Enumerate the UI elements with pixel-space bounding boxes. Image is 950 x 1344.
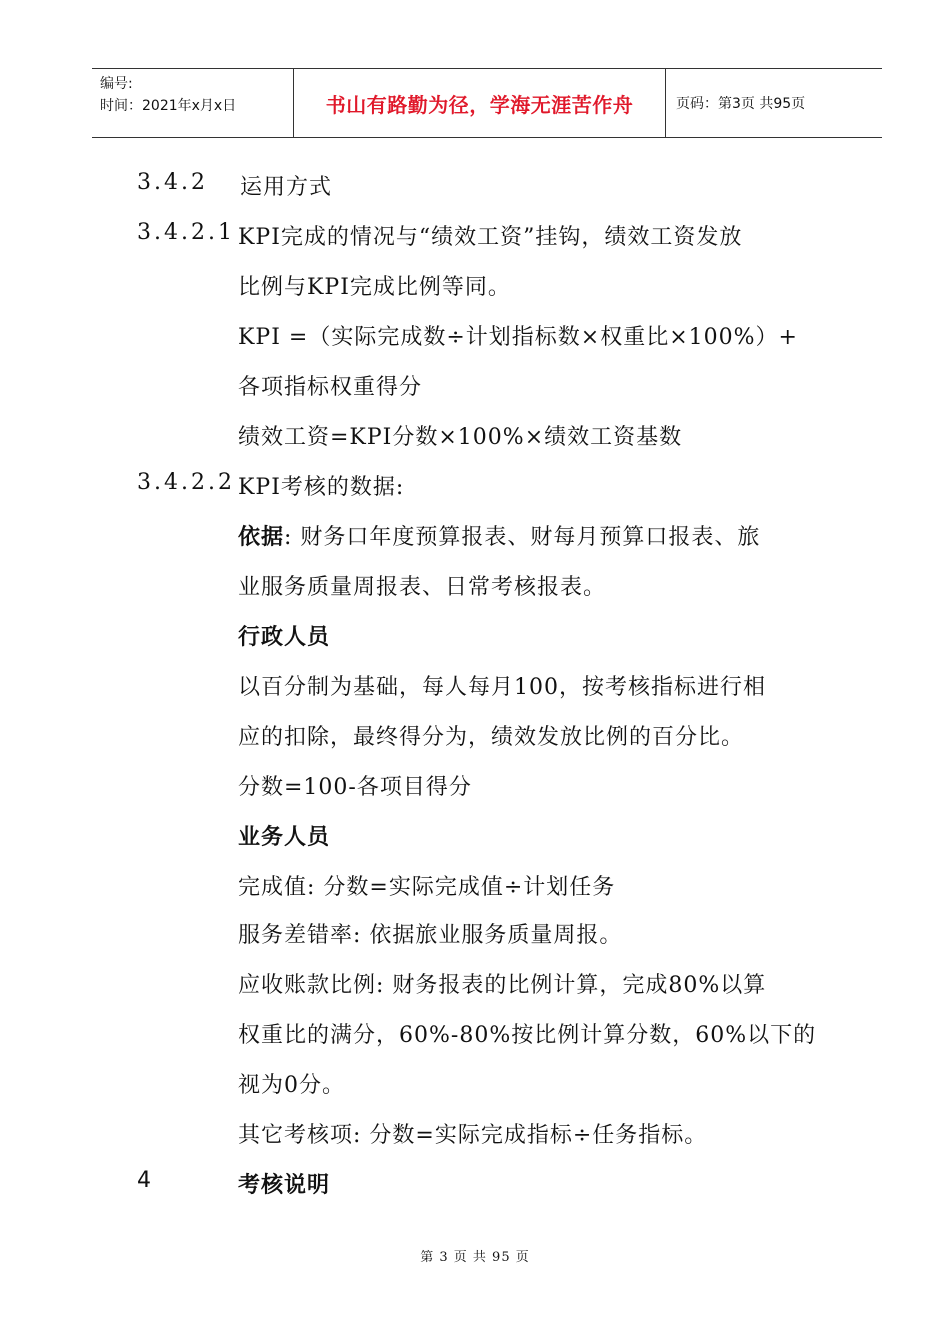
basis-text1: : 财务口年度预算报表、财每月预算口报表、旅 — [284, 525, 761, 550]
header-page-info: 页码：第3页 共95页 — [676, 96, 806, 112]
kpi-formula-line1: KPI =（实际完成数÷计划指标数×权重比×100%）+ — [238, 325, 798, 350]
basis-line1 — [238, 520, 760, 551]
admin-formula: 分数=100-各项目得分 — [238, 775, 472, 800]
header-meta — [92, 69, 294, 137]
kpi-formula-line2: 各项指标权重得分 — [238, 375, 423, 400]
admin-text1: 以百分制为基础，每人每月100，按考核指标进行相 — [238, 675, 766, 700]
biz-completion: 完成值: 分数=实际完成值÷计划任务 — [238, 875, 616, 900]
time-label: 时间：2021年x月x日 — [100, 98, 237, 114]
section-number-3421: 3.4.2.1 — [137, 220, 235, 245]
basis-label: 依据 — [238, 525, 285, 550]
biz-heading: 业务人员 — [238, 825, 331, 850]
section-title-342: 运用方式 — [240, 175, 333, 200]
para-3421-line1: KPI完成的情况与“绩效工资”挂钩，绩效工资发放 — [238, 225, 743, 250]
para-3421-line2: 比例与KPI完成比例等同。 — [238, 275, 511, 300]
header-motto-cell — [294, 69, 666, 137]
biz-other: 其它考核项: 分数=实际完成指标÷任务指标。 — [238, 1123, 708, 1148]
biz-error-rate: 服务差错率: 依据旅业服务质量周报。 — [238, 923, 623, 948]
section-title-4: 考核说明 — [238, 1173, 331, 1198]
admin-heading: 行政人员 — [238, 625, 331, 650]
page-footer: 第 3 页 共 95 页 — [420, 1250, 530, 1265]
admin-text2: 应的扣除，最终得分为，绩效发放比例的百分比。 — [238, 725, 745, 750]
page-header — [92, 68, 882, 138]
salary-formula: 绩效工资=KPI分数×100%×绩效工资基数 — [238, 425, 683, 450]
section-title-3422: KPI考核的数据: — [238, 475, 405, 500]
biz-receivable-line3: 视为0分。 — [238, 1073, 345, 1098]
section-number-342: 3.4.2 — [137, 170, 208, 195]
motto: 书山有路勤为径，学海无涯苦作舟 — [325, 92, 634, 117]
biz-receivable-line1: 应收账款比例: 财务报表的比例计算，完成80%以算 — [238, 973, 767, 998]
basis-line2: 业服务质量周报表、日常考核报表。 — [238, 575, 607, 600]
code-label: 编号: — [100, 76, 133, 92]
section-number-4: 4 — [137, 1168, 152, 1193]
biz-receivable-line2: 权重比的满分，60%-80%按比例计算分数，60%以下的 — [238, 1023, 817, 1048]
section-number-3422: 3.4.2.2 — [137, 470, 235, 495]
